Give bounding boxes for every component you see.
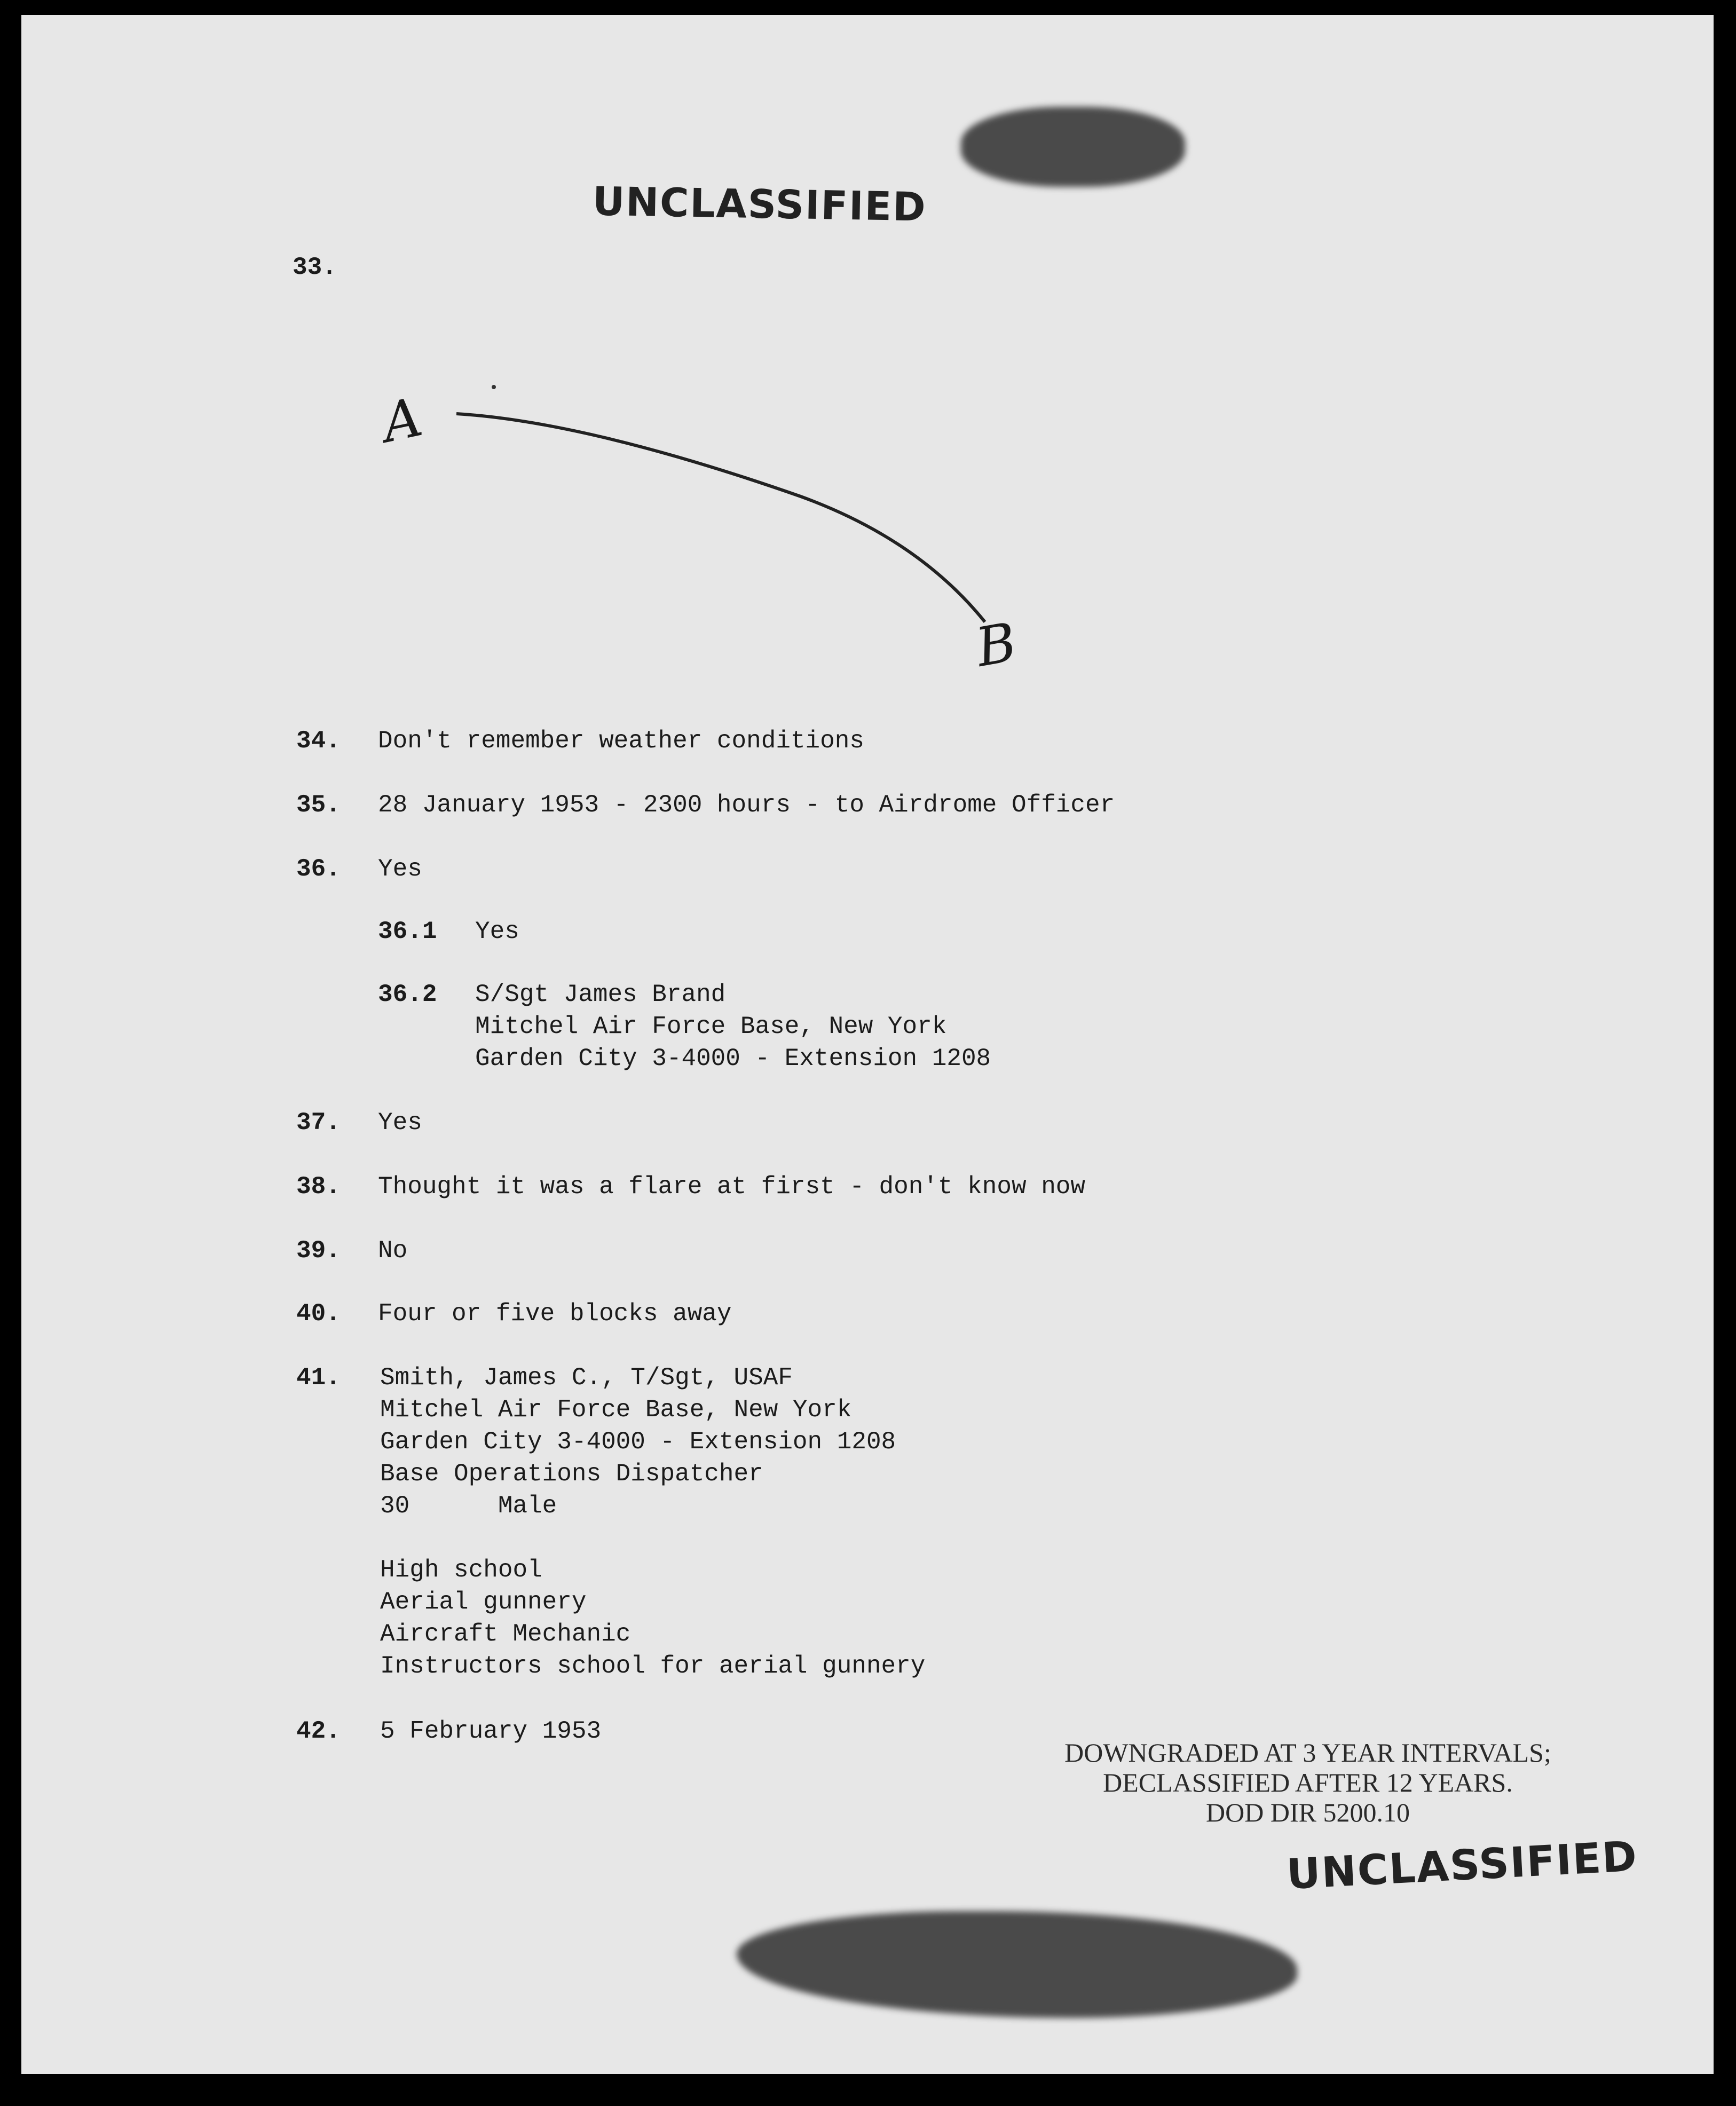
item-41-line: Instructors school for aerial gunnery xyxy=(380,1652,926,1680)
item-36-2-line: Garden City 3-4000 - Extension 1208 xyxy=(475,1045,991,1072)
downgrade-line-1: DOWNGRADED AT 3 YEAR INTERVALS; xyxy=(1064,1738,1551,1768)
item-38-number: 38. xyxy=(296,1173,341,1201)
point-a-label: A xyxy=(376,385,428,455)
item-38-text: Thought it was a flare at first - don't know now xyxy=(378,1173,1086,1201)
item-37-text: Yes xyxy=(378,1109,422,1137)
item-41-line: 30 Male xyxy=(380,1492,557,1520)
item-36-1-number: 36.1 xyxy=(378,918,437,945)
item-41-line: Mitchel Air Force Base, New York xyxy=(380,1396,852,1424)
item-41-line: Aerial gunnery xyxy=(380,1588,587,1616)
item-41-line: Base Operations Dispatcher xyxy=(380,1460,763,1488)
sighting-path-line xyxy=(456,414,985,622)
item-42-number: 42. xyxy=(296,1717,341,1745)
item-34-number: 34. xyxy=(296,727,341,755)
item-41-line: Smith, James C., T/Sgt, USAF xyxy=(380,1364,793,1392)
item-40-text: Four or five blocks away xyxy=(378,1300,732,1328)
downgrade-line-3: DOD DIR 5200.10 xyxy=(1206,1797,1410,1827)
item-42-text: 5 February 1953 xyxy=(380,1717,602,1745)
item-39-text: No xyxy=(378,1237,408,1265)
item-39-number: 39. xyxy=(296,1237,341,1265)
item-36-number: 36. xyxy=(296,855,341,883)
item-36-2-line: Mitchel Air Force Base, New York xyxy=(475,1013,947,1040)
item-34-text: Don't remember weather conditions xyxy=(378,727,864,755)
unclassified-stamp-top: UNCLASSIFIED xyxy=(592,178,927,231)
item-37-number: 37. xyxy=(296,1109,341,1137)
item-36-1-text: Yes xyxy=(475,918,519,945)
item-41-number: 41. xyxy=(296,1364,341,1392)
item-41-line: Garden City 3-4000 - Extension 1208 xyxy=(380,1428,896,1456)
item-35-text: 28 January 1953 - 2300 hours - to Airdrome Officer xyxy=(378,791,1115,819)
downgrade-notice xyxy=(988,1738,1628,1827)
item-36-2-line: S/Sgt James Brand xyxy=(475,981,726,1008)
downgrade-line-2: DECLASSIFIED AFTER 12 YEARS. xyxy=(1103,1768,1513,1797)
unclassified-stamp-bottom: UNCLASSIFIED xyxy=(1285,1832,1639,1899)
item-35-number: 35. xyxy=(296,791,341,819)
item-41-line: High school xyxy=(380,1556,542,1584)
point-b-label: B xyxy=(971,610,1021,679)
item-41-line: Aircraft Mechanic xyxy=(380,1620,631,1648)
item-36-text: Yes xyxy=(378,855,422,883)
item-36-2-number: 36.2 xyxy=(378,981,437,1008)
sketch-dot xyxy=(492,385,496,389)
scan-border-bottom xyxy=(0,2074,1736,2106)
item-40-number: 40. xyxy=(296,1300,341,1328)
item-33-number: 33. xyxy=(293,254,337,281)
